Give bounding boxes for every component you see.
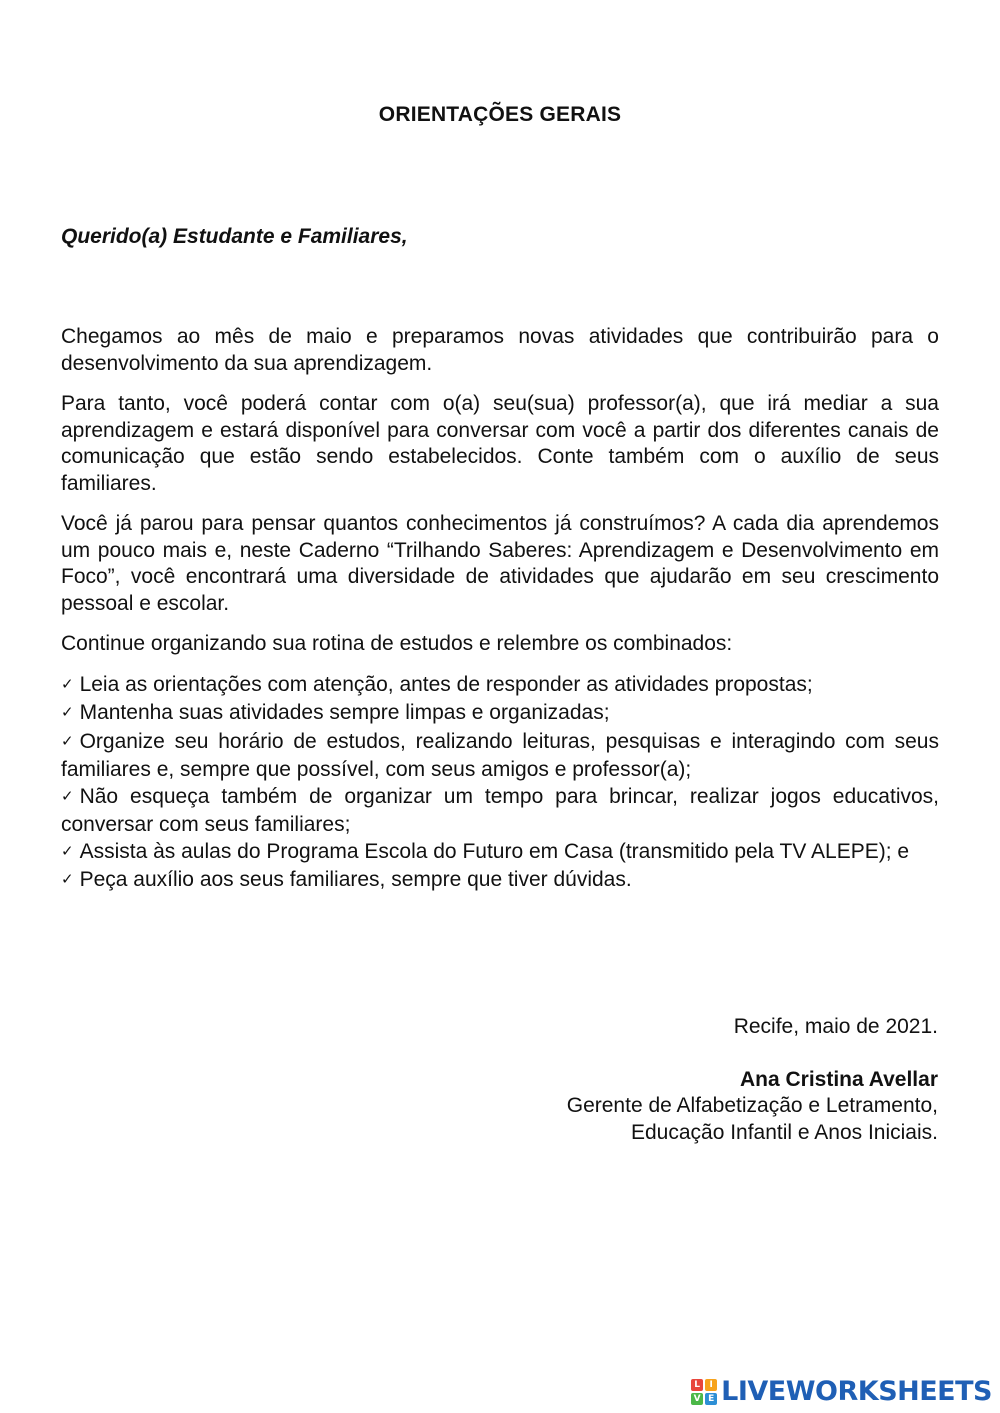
letter-body [61,324,939,896]
logo-tile: L [691,1379,703,1391]
paragraph: Continue organizando sua rotina de estudos e relembre os combinados: [61,632,733,655]
checklist-item-text: Leia as orientações com atenção, antes de responder as atividades propostas; [79,672,813,696]
signer-role-line: Gerente de Alfabetização e Letramento, [566,1094,938,1117]
checklist-item [61,839,939,868]
salutation: Querido(a) Estudante e Familiares, [61,225,408,248]
checklist [61,672,939,896]
checklist-item-text: Assista às aulas do Programa Escola do Futuro em Casa (transmitido pela TV ALEPE); e [79,839,910,863]
logo-tile: V [691,1393,703,1405]
checklist-item-text: Não esqueça também de organizar um tempo para brincar, realizar jogos educativos, conversar com seus familiares; [61,784,939,836]
logo-tile: I [705,1379,717,1391]
checkmark-icon: ✓ [61,871,74,888]
logo-tiles-icon [691,1379,717,1405]
liveworksheets-logo[interactable] [691,1376,992,1407]
checklist-item-text: Peça auxílio aos seus familiares, sempre que tiver dúvidas. [79,868,632,891]
checklist-item [61,700,939,729]
logo-tile: E [705,1393,717,1405]
checkmark-icon: ✓ [61,732,74,750]
paragraph: Chegamos ao mês de maio e preparamos novas atividades que contribuirão para o desenvolvimento da sua aprendizagem. [61,325,939,375]
letter-closing [567,1014,938,1146]
checklist-item-text: Mantenha suas atividades sempre limpas e organizadas; [79,701,610,724]
checkmark-icon: ✓ [61,675,74,693]
checklist-item-text: Organize seu horário de estudos, realizando leituras, pesquisas e interagindo com seus familiares e, sempre que possível, com seus amigos e professor(a); [61,729,939,781]
checkmark-icon: ✓ [61,704,74,721]
page-title: ORIENTAÇÕES GERAIS [378,103,622,126]
checklist-item [61,672,939,701]
paragraph: Para tanto, você poderá contar com o(a) seu(sua) professor(a), que irá mediar a sua aprendizagem e estará disponível para conversar com você a partir dos diferentes canais de comunicação que estão sendo estabelecidos. Conte também com o auxílio de seus familiares. [61,392,939,495]
signer-name: Ana Cristina Avellar [739,1067,938,1091]
checklist-item [61,729,939,784]
paragraph: Você já parou para pensar quantos conhecimentos já construímos? A cada dia aprendemos um pouco mais e, neste Caderno “Trilhando Saberes: Aprendizagem e Desenvolvimento em Foco”, você encontrará uma diversidade de atividades que ajudarão em seu crescimento pessoal e escolar. [61,512,939,615]
signer-role-line: Educação Infantil e Anos Iniciais. [630,1120,938,1144]
logo-text: LIVEWORKSHEETS [721,1376,992,1407]
checkmark-icon: ✓ [61,787,74,805]
closing-date: Recife, maio de 2021. [733,1015,938,1038]
checklist-item [61,784,939,839]
checklist-item [61,867,939,896]
checkmark-icon: ✓ [61,842,74,860]
